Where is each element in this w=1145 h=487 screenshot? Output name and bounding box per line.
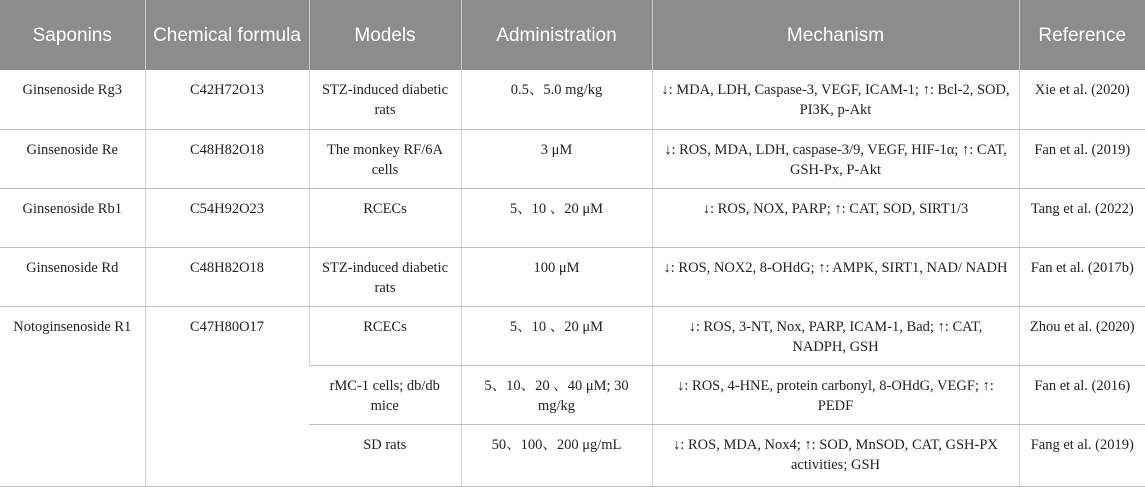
model-cell: STZ-induced diabetic rats	[309, 70, 461, 129]
administration-cell: 5、10 、20 μM	[461, 306, 652, 365]
table-row	[0, 306, 1145, 365]
formula-cell: C47H80O17	[145, 306, 309, 486]
reference-cell: Fan et al. (2016)	[1019, 365, 1145, 424]
administration-cell: 5、10 、20 μM	[461, 188, 652, 247]
mechanism-cell: ↓: ROS, MDA, Nox4; ↑: SOD, MnSOD, CAT, GSH-PX activities; GSH	[652, 424, 1019, 486]
model-cell: rMC-1 cells; db/db mice	[309, 365, 461, 424]
mechanism-cell: ↓: ROS, NOX2, 8-OHdG; ↑: AMPK, SIRT1, NAD/ NADH	[652, 247, 1019, 306]
mechanism-cell: ↓: MDA, LDH, Caspase-3, VEGF, ICAM-1; ↑: Bcl-2, SOD, PI3K, p-Akt	[652, 70, 1019, 129]
saponin-cell: Ginsenoside Rg3	[0, 70, 145, 129]
header-mechanism: Mechanism	[652, 0, 1019, 70]
formula-cell: C54H92O23	[145, 188, 309, 247]
header-row	[0, 0, 1145, 70]
model-cell: SD rats	[309, 424, 461, 486]
reference-cell: Xie et al. (2020)	[1019, 70, 1145, 129]
table-row	[0, 188, 1145, 247]
header-chemical-formula: Chemical formula	[145, 0, 309, 70]
model-cell: STZ-induced diabetic rats	[309, 247, 461, 306]
header-models: Models	[309, 0, 461, 70]
reference-cell: Zhou et al. (2020)	[1019, 306, 1145, 365]
table-row	[0, 129, 1145, 188]
saponin-cell: Notoginsenoside R1	[0, 306, 145, 486]
administration-cell: 50、100、200 μg/mL	[461, 424, 652, 486]
saponin-cell: Ginsenoside Rd	[0, 247, 145, 306]
table-row	[0, 70, 1145, 129]
header-reference: Reference	[1019, 0, 1145, 70]
mechanism-cell: ↓: ROS, 4-HNE, protein carbonyl, 8-OHdG, VEGF; ↑: PEDF	[652, 365, 1019, 424]
formula-cell: C48H82O18	[145, 129, 309, 188]
mechanism-cell: ↓: ROS, 3-NT, Nox, PARP, ICAM-1, Bad; ↑: CAT, NADPH, GSH	[652, 306, 1019, 365]
model-cell: The monkey RF/6A cells	[309, 129, 461, 188]
model-cell: RCECs	[309, 306, 461, 365]
reference-cell: Fang et al. (2019)	[1019, 424, 1145, 486]
formula-cell: C42H72O13	[145, 70, 309, 129]
reference-cell: Fan et al. (2017b)	[1019, 247, 1145, 306]
mechanism-cell: ↓: ROS, NOX, PARP; ↑: CAT, SOD, SIRT1/3	[652, 188, 1019, 247]
administration-cell: 5、10、20 、40 μM; 30 mg/kg	[461, 365, 652, 424]
administration-cell: 0.5、5.0 mg/kg	[461, 70, 652, 129]
saponin-cell: Ginsenoside Rb1	[0, 188, 145, 247]
model-cell: RCECs	[309, 188, 461, 247]
administration-cell: 3 μM	[461, 129, 652, 188]
table-row	[0, 247, 1145, 306]
header-saponins: Saponins	[0, 0, 145, 70]
administration-cell: 100 μM	[461, 247, 652, 306]
mechanism-cell: ↓: ROS, MDA, LDH, caspase-3/9, VEGF, HIF-1α; ↑: CAT, GSH-Px, P-Akt	[652, 129, 1019, 188]
formula-cell: C48H82O18	[145, 247, 309, 306]
reference-cell: Tang et al. (2022)	[1019, 188, 1145, 247]
saponin-cell: Ginsenoside Re	[0, 129, 145, 188]
header-administration: Administration	[461, 0, 652, 70]
reference-cell: Fan et al. (2019)	[1019, 129, 1145, 188]
